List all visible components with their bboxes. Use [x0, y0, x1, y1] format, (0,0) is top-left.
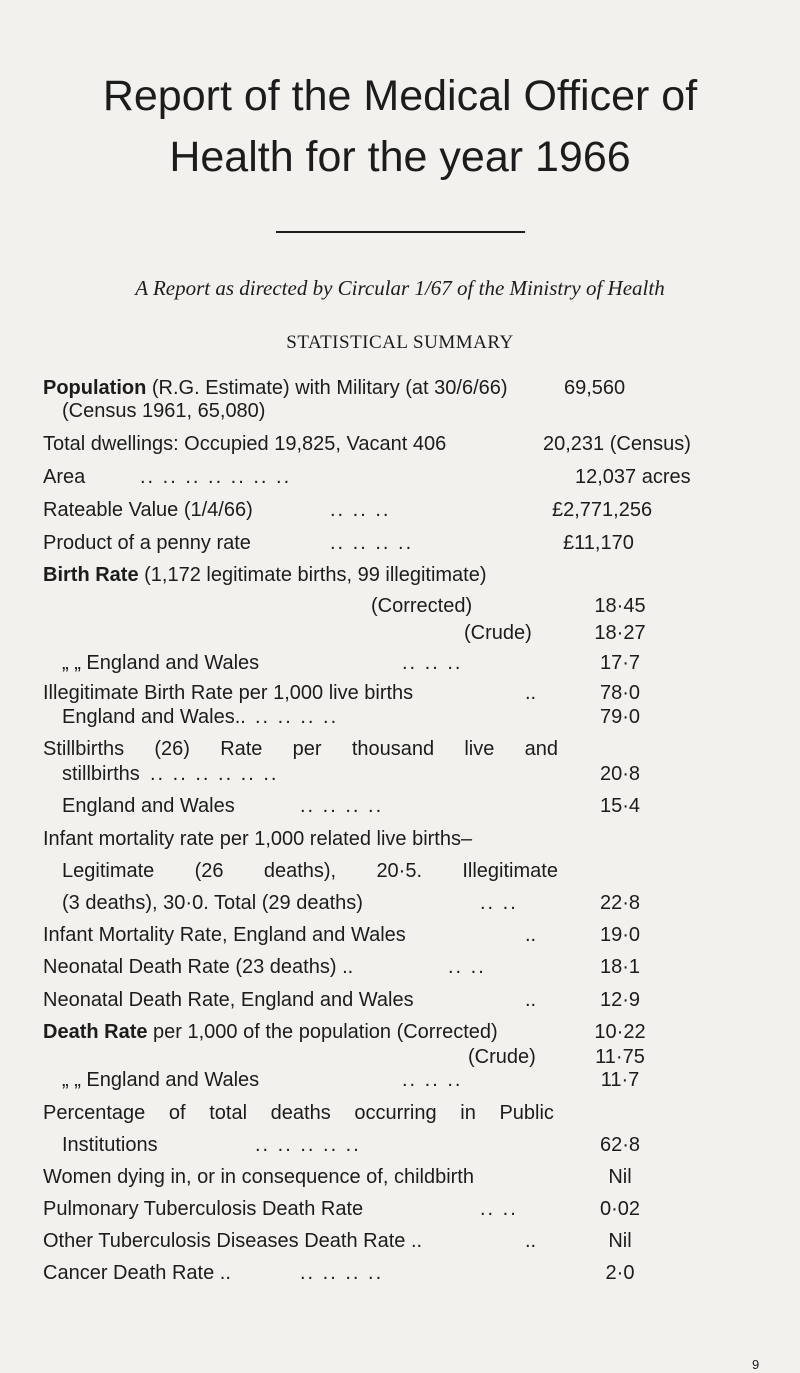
- birth-ew-dots: .. .. ..: [402, 652, 463, 674]
- title-line-2: Health for the year 1966: [169, 133, 631, 181]
- rateable-value-label: Rateable Value (1/4/66): [43, 499, 253, 521]
- area-leader-dots: .. .. .. .. .. .. ..: [140, 466, 292, 488]
- birth-rate-label: Birth Rate: [43, 564, 139, 586]
- cancer-value: 2·0: [605, 1262, 635, 1284]
- death-crude-label: (Crude): [468, 1046, 536, 1068]
- infant-line-1: Infant mortality rate per 1,000 related live births–: [43, 828, 473, 850]
- childbirth-label: Women dying in, or in consequence of, childbirth: [43, 1166, 474, 1188]
- institutions-word: deaths: [270, 1102, 331, 1124]
- infant-word: deaths),: [263, 860, 337, 882]
- penny-rate-value: £11,170: [563, 532, 634, 554]
- other-tb-label: Other Tuberculosis Diseases Death Rate ..: [43, 1230, 423, 1252]
- birth-crude-value: 18·27: [594, 622, 646, 644]
- stillbirths-word: Stillbirths: [43, 738, 125, 760]
- infant-word: 20·5.: [376, 860, 423, 882]
- illegitimate-value: 78·0: [599, 682, 641, 704]
- birth-crude-label: (Crude): [464, 622, 532, 644]
- birth-ew-label: „ „ England and Wales: [62, 652, 260, 674]
- institutions-word: occurring: [354, 1102, 437, 1124]
- birth-corrected-value: 18·45: [594, 595, 646, 617]
- birth-rate-row: [43, 563, 487, 587]
- area-label: Area: [43, 466, 86, 488]
- population-value: 69,560: [564, 377, 626, 399]
- death-ew-dots: .. .. ..: [402, 1069, 463, 1091]
- title-divider: [276, 231, 525, 233]
- infant-ew-value: 19·0: [599, 924, 641, 946]
- dwellings-label: Total dwellings: Occupied 19,825, Vacant 406: [43, 433, 447, 455]
- stillbirths-word: (26): [154, 738, 190, 760]
- cancer-dots: .. .. .. ..: [300, 1262, 384, 1284]
- cancer-label: Cancer Death Rate ..: [43, 1262, 231, 1284]
- illegitimate-dots: ..: [525, 682, 537, 704]
- birth-corrected-label: (Corrected): [371, 595, 473, 617]
- illegitimate-ew-label: England and Wales..: [62, 706, 246, 728]
- stillbirths-word: live: [464, 738, 495, 760]
- population-label: Population: [43, 377, 147, 399]
- stillbirths-ew-value: 15·4: [599, 795, 641, 817]
- institutions-value: 62·8: [599, 1134, 641, 1156]
- illegitimate-ew-dots: .. .. .. ..: [255, 706, 339, 728]
- neonatal-ew-value: 12·9: [599, 989, 641, 1011]
- stillbirths-ew-dots: .. .. .. ..: [300, 795, 384, 817]
- neonatal-value: 18·1: [599, 956, 641, 978]
- infant-value: 22·8: [599, 892, 641, 914]
- death-ew-value: 11·7: [600, 1069, 640, 1091]
- other-tb-dots: ..: [525, 1230, 537, 1252]
- institutions-word: Percentage: [43, 1102, 146, 1124]
- area-value: 12,037 acres: [575, 466, 691, 488]
- stillbirths-ew-label: England and Wales: [62, 795, 235, 817]
- stillbirths-word: and: [524, 738, 558, 760]
- statistical-summary-heading: STATISTICAL SUMMARY: [286, 332, 514, 353]
- infant-ew-dots: ..: [525, 924, 537, 946]
- report-subtitle: A Report as directed by Circular 1/67 of the Ministry of Health: [135, 276, 665, 300]
- other-tb-value: Nil: [608, 1230, 632, 1252]
- stillbirths-word: thousand: [351, 738, 435, 760]
- birth-ew-value: 17·7: [599, 652, 641, 674]
- neonatal-label: Neonatal Death Rate (23 deaths) ..: [43, 956, 354, 978]
- institutions-line-2: Institutions: [62, 1134, 158, 1156]
- population-census: (Census 1961, 65,080): [62, 400, 266, 422]
- penny-rate-label: Product of a penny rate: [43, 532, 251, 554]
- neonatal-dots: .. ..: [448, 956, 486, 978]
- pulmonary-tb-dots: .. ..: [480, 1198, 518, 1220]
- stillbirths-line-1: [43, 737, 558, 761]
- death-ew-label: „ „ England and Wales: [62, 1069, 260, 1091]
- pulmonary-tb-value: 0·02: [599, 1198, 641, 1220]
- death-rate-row: [43, 1020, 498, 1044]
- page-number: 9: [752, 1357, 760, 1372]
- institutions-line-1: [43, 1101, 554, 1125]
- stillbirths-line-2: stillbirths: [62, 763, 140, 785]
- neonatal-ew-dots: ..: [525, 989, 537, 1011]
- illegitimate-ew-value: 79·0: [599, 706, 641, 728]
- illegitimate-label: Illegitimate Birth Rate per 1,000 live births: [43, 682, 414, 704]
- rateable-leader-dots: .. .. ..: [330, 499, 391, 521]
- death-crude-value: 11·75: [595, 1046, 645, 1068]
- institutions-word: in: [460, 1102, 476, 1124]
- infant-dots: .. ..: [480, 892, 518, 914]
- death-rate-label: Death Rate: [43, 1021, 148, 1043]
- infant-line-2: [62, 859, 558, 883]
- institutions-word: Public: [499, 1102, 554, 1124]
- dwellings-value: 20,231 (Census): [543, 433, 691, 455]
- population-row: [43, 376, 508, 400]
- pulmonary-tb-label: Pulmonary Tuberculosis Death Rate: [43, 1198, 364, 1220]
- institutions-dots: .. .. .. .. ..: [255, 1134, 361, 1156]
- infant-ew-label: Infant Mortality Rate, England and Wales: [43, 924, 406, 946]
- death-rate-text: per 1,000 of the population (Corrected): [147, 1021, 498, 1043]
- title-line-1: Report of the Medical Officer of: [102, 72, 698, 120]
- institutions-word: total: [209, 1102, 248, 1124]
- penny-leader-dots: .. .. .. ..: [330, 532, 414, 554]
- childbirth-value: Nil: [608, 1166, 632, 1188]
- stillbirths-word: Rate: [220, 738, 263, 760]
- rateable-value: £2,771,256: [552, 499, 653, 521]
- institutions-word: of: [168, 1102, 186, 1124]
- stillbirths-word: per: [292, 738, 322, 760]
- death-corrected-value: 10·22: [594, 1021, 646, 1043]
- infant-word: Illegitimate: [462, 860, 558, 882]
- birth-rate-text: (1,172 legitimate births, 99 illegitimate): [138, 564, 487, 586]
- infant-word: (26: [194, 860, 224, 882]
- population-text: (R.G. Estimate) with Military (at 30/6/66): [146, 377, 508, 399]
- stillbirths-value: 20·8: [599, 763, 641, 785]
- infant-line-3: (3 deaths), 30·0. Total (29 deaths): [62, 892, 363, 914]
- page-title: [0, 66, 800, 188]
- infant-word: Legitimate: [62, 860, 155, 882]
- stillbirths-dots: .. .. .. .. .. ..: [150, 763, 279, 785]
- neonatal-ew-label: Neonatal Death Rate, England and Wales: [43, 989, 414, 1011]
